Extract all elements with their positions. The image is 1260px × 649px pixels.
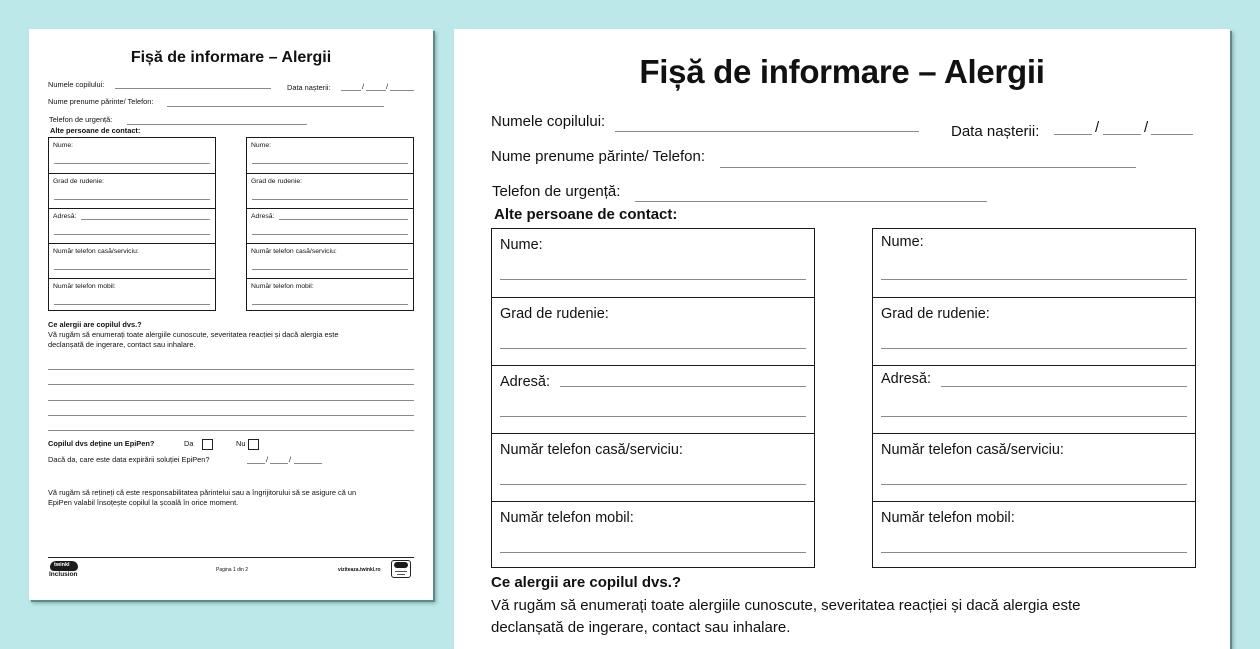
emergency-phone-field[interactable]	[127, 124, 307, 125]
responsibility-note: EpiPen valabil însoțește copilul la școală în orice moment.	[48, 498, 239, 507]
contact-box-1	[491, 228, 815, 568]
allergies-answer-line[interactable]	[48, 430, 414, 431]
contact-field-name[interactable]	[492, 229, 814, 297]
parent-label: Nume prenume părinte/ Telefon:	[491, 148, 706, 165]
contact-field-address[interactable]	[49, 208, 215, 243]
field-label: Nume:	[53, 142, 74, 149]
allergies-answer-line[interactable]	[48, 415, 414, 416]
contact-box-2	[246, 137, 414, 311]
epipen-no-checkbox[interactable]	[248, 439, 259, 450]
allergies-answer-line[interactable]	[48, 369, 414, 370]
field-label: Grad de rudenie:	[881, 306, 990, 322]
field-label: Adresă:	[500, 374, 550, 390]
parent-field[interactable]	[167, 106, 384, 107]
contact-field-mobile[interactable]	[492, 501, 814, 569]
contact-field-relationship[interactable]	[873, 297, 1195, 365]
responsibility-note: Vă rugăm să rețineți că este responsabilitatea părintelui sau a îngrijitorului să se asigure că un	[48, 488, 357, 497]
field-label: Adresă:	[881, 371, 931, 387]
contact-box-1	[48, 137, 216, 311]
epipen-yes-label: Da	[184, 439, 194, 448]
birth-date-label: Data nașterii:	[951, 123, 1040, 140]
field-label: Număr telefon casă/serviciu:	[881, 442, 1064, 458]
allergies-heading: Ce alergii are copilul dvs.?	[48, 320, 142, 329]
other-contacts-heading: Alte persoane de contact:	[494, 206, 678, 223]
date-separator: /	[362, 82, 365, 91]
field-label: Grad de rudenie:	[251, 178, 303, 185]
contact-field-relationship[interactable]	[247, 173, 413, 208]
field-label: Număr telefon mobil:	[500, 510, 634, 526]
birth-year-field[interactable]	[390, 90, 414, 91]
page-title: Fișă de informare – Alergii	[130, 49, 332, 66]
document-page-zoomed	[454, 29, 1230, 649]
footer-divider	[48, 557, 414, 558]
contact-field-address[interactable]	[492, 365, 814, 433]
field-label: Număr telefon casă/serviciu:	[53, 248, 139, 255]
field-label: Nume:	[251, 142, 272, 149]
field-label: Număr telefon casă/serviciu:	[251, 248, 337, 255]
emergency-phone-label: Telefon de urgență:	[492, 183, 621, 200]
twinkl-badge-icon	[391, 560, 411, 578]
allergies-instructions: Vă rugăm să enumerați toate alergiile cunoscute, severitatea reacției și dacă alergia este	[491, 597, 1081, 614]
twinkl-inclusion-logo: twinkl Inclusion	[49, 562, 78, 578]
date-separator: /	[266, 455, 269, 464]
field-label: Nume:	[500, 237, 543, 253]
date-separator: /	[1095, 119, 1100, 136]
allergies-answer-line[interactable]	[48, 384, 414, 385]
contact-field-mobile[interactable]	[247, 278, 413, 312]
contact-box-2	[872, 228, 1196, 568]
contact-field-name[interactable]	[49, 138, 215, 173]
field-label: Adresă:	[53, 213, 77, 220]
allergies-instructions: declanșată de ingerare, contact sau inhalare.	[48, 340, 196, 349]
other-contacts-heading: Alte persoane de contact:	[50, 126, 141, 135]
child-name-field[interactable]	[115, 88, 271, 89]
date-separator: /	[1144, 119, 1149, 136]
allergies-answer-line[interactable]	[48, 400, 414, 401]
date-separator: /	[386, 82, 389, 91]
date-separator: /	[289, 455, 292, 464]
birth-month-field[interactable]	[366, 90, 386, 91]
allergies-heading: Ce alergii are copilul dvs.?	[491, 574, 682, 591]
contact-field-address[interactable]	[873, 365, 1195, 433]
contact-field-home-phone[interactable]	[492, 433, 814, 501]
epipen-yes-checkbox[interactable]	[202, 439, 213, 450]
child-name-label: Numele copilului:	[491, 113, 606, 130]
contact-field-mobile[interactable]	[873, 501, 1195, 569]
birth-day-field[interactable]	[341, 90, 361, 91]
contact-field-relationship[interactable]	[49, 173, 215, 208]
epipen-no-label: Nu	[236, 439, 246, 448]
field-label: Grad de rudenie:	[53, 178, 105, 185]
field-label: Număr telefon mobil:	[881, 510, 1015, 526]
contact-field-name[interactable]	[247, 138, 413, 173]
contact-field-home-phone[interactable]	[49, 243, 215, 278]
emergency-phone-field[interactable]	[635, 201, 987, 202]
document-page-thumbnail	[29, 29, 433, 600]
field-label: Grad de rudenie:	[500, 306, 609, 322]
birth-year-field[interactable]	[1151, 134, 1193, 135]
contact-field-mobile[interactable]	[49, 278, 215, 312]
birth-day-field[interactable]	[1054, 134, 1092, 135]
parent-label: Nume prenume părinte/ Telefon:	[48, 97, 154, 106]
contact-field-home-phone[interactable]	[247, 243, 413, 278]
birth-month-field[interactable]	[1103, 134, 1141, 135]
contact-field-name[interactable]	[873, 229, 1195, 297]
epipen-expiry-day[interactable]	[247, 463, 265, 464]
field-label: Număr telefon mobil:	[251, 283, 314, 290]
epipen-expiry-month[interactable]	[270, 463, 288, 464]
epipen-expiry-question: Dacă da, care este data expirării soluției EpiPen?	[48, 455, 210, 464]
field-label: Nume:	[881, 234, 924, 250]
allergies-instructions: declanșată de ingerare, contact sau inhalare.	[491, 619, 791, 636]
field-label: Adresă:	[251, 213, 275, 220]
child-name-label: Numele copilului:	[48, 80, 105, 89]
page-title: Fișă de informare – Alergii	[639, 53, 1045, 90]
child-name-field[interactable]	[615, 131, 919, 132]
field-label: Număr telefon mobil:	[53, 283, 116, 290]
contact-field-address[interactable]	[247, 208, 413, 243]
epipen-expiry-year[interactable]	[294, 463, 322, 464]
allergies-instructions: Vă rugăm să enumerați toate alergiile cunoscute, severitatea reacției și dacă alergia este	[48, 330, 339, 339]
contact-field-home-phone[interactable]	[873, 433, 1195, 501]
epipen-question: Copilul dvs deține un EpiPen?	[48, 439, 155, 448]
parent-field[interactable]	[720, 167, 1136, 168]
website-link[interactable]: viziteaza.twinkl.ro	[338, 567, 381, 573]
contact-field-relationship[interactable]	[492, 297, 814, 365]
emergency-phone-label: Telefon de urgență:	[49, 115, 113, 124]
birth-date-label: Data nașterii:	[287, 83, 331, 92]
field-label: Număr telefon casă/serviciu:	[500, 442, 683, 458]
page-indicator: Pagina 1 din 2	[216, 567, 248, 573]
